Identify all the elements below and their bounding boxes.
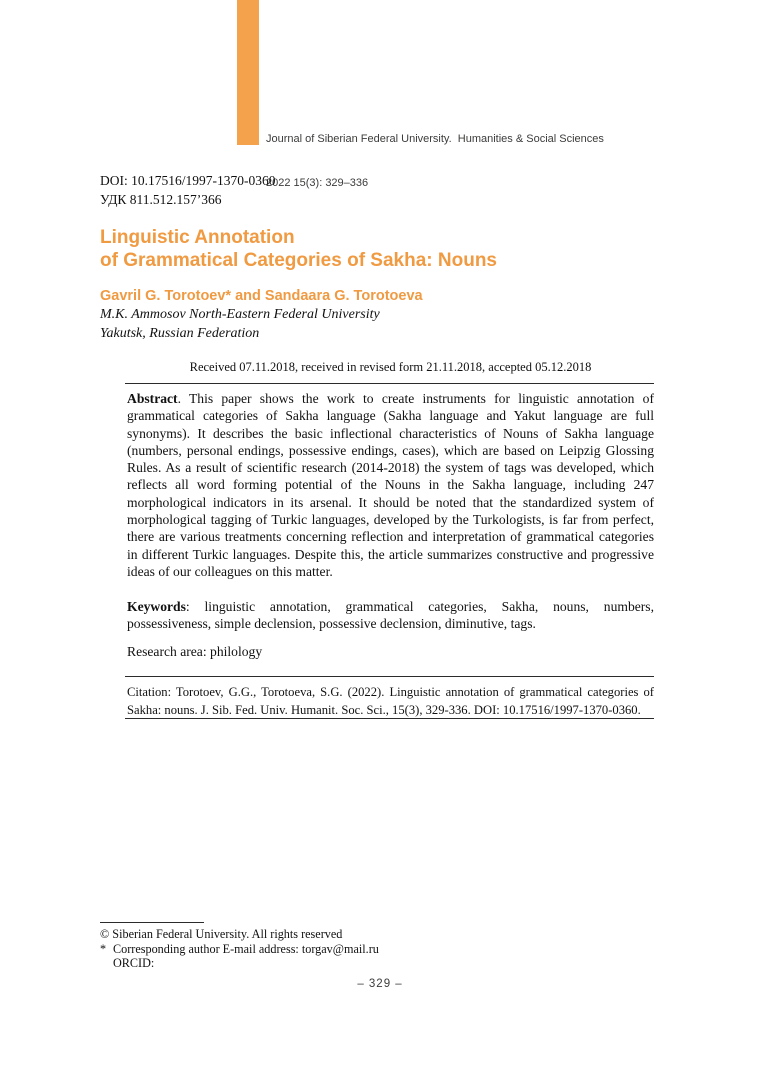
received-dates-line: Received 07.11.2018, received in revised form 21.11.2018, accepted 05.12.2018 xyxy=(189,360,592,374)
keywords-label: Keywords xyxy=(127,599,186,614)
research-area-line: Research area: philology xyxy=(127,644,263,659)
article-title-line1: Linguistic Annotation xyxy=(100,227,295,248)
copyright-line xyxy=(100,927,520,942)
affiliation-block xyxy=(100,306,700,343)
citation-top-rule xyxy=(125,676,654,677)
affiliation-location: Yakutsk, Russian Federation xyxy=(100,325,260,341)
corresponding-author-line xyxy=(100,942,520,957)
orcid-line: ORCID: xyxy=(113,956,155,971)
footnote-separator-rule xyxy=(100,922,204,923)
footnotes-block xyxy=(100,927,520,971)
citation-bottom-rule xyxy=(125,718,654,719)
abstract-text: . This paper shows the work to create instruments for linguistic annotation of grammatical categories of Sakha language (Sakha language and Yakut language are full synonyms). It describes the basic inflectional characteristics of Nouns of Sakha language (numbers, personal endings, possessive endings, cases), which are based on Leipzig Glossing Rules. As a result of scientific research (2014-2018) the system of tags was developed, which reflects all word forming potential of the Nouns in the Sakha language, including 247 morphological indicators in its arsenal. It should be noted that the standardized system of morphological tagging of Turkic languages, developed by the Turkologists, is far from perfect, there are various treatments concerning reflection and interpretation of grammatical categories in different Turkic languages. Despite this, the article summarizes constructive and progressive ideas of our colleagues on this matter. xyxy=(127,391,654,579)
keywords-text: : linguistic annotation, grammatical categories, Sakha, nouns, numbers, possessiveness, simple declension, possessive declension, diminutive, tags. xyxy=(127,599,654,632)
affiliation-institution: M.K. Ammosov North-Eastern Federal University xyxy=(100,307,380,322)
authors-line: Gavril G. Torotoev* and Sandaara G. Torotoeva xyxy=(100,288,423,304)
corresponding-author-text: Corresponding author E-mail address: torgav@mail.ru xyxy=(113,941,379,956)
citation-paragraph: Citation: Torotoev, G.G., Torotoeva, S.G. (2022). Linguistic annotation of grammatical categories of Sakha: nouns. J. Sib. Fed. Univ. Humanit. Soc. Sci., 15(3), 329-336. DOI: 10.17516/1997-1370-0360. xyxy=(127,685,654,717)
abstract-label: Abstract xyxy=(127,391,178,406)
journal-issue-line: 2022 15(3): 329–336 xyxy=(266,176,369,189)
abstract-paragraph xyxy=(127,390,654,580)
page-number: – 329 – xyxy=(357,978,403,990)
article-identifiers xyxy=(100,172,660,209)
article-title xyxy=(100,227,700,272)
udk-line: УДК 811.512.157’366 xyxy=(100,191,222,207)
asterisk-marker: * xyxy=(100,941,107,956)
abstract-top-rule xyxy=(125,383,654,384)
keywords-paragraph xyxy=(127,598,654,633)
copyright-text: © Siberian Federal University. All rights reserved xyxy=(100,927,343,941)
accent-orange-bar xyxy=(237,0,259,145)
article-title-line2: of Grammatical Categories of Sakha: Nouns xyxy=(100,249,497,271)
journal-name-line: Journal of Siberian Federal University. Humanities & Social Sciences xyxy=(266,133,604,145)
doi-line: DOI: 10.17516/1997-1370-0360 xyxy=(100,173,276,188)
